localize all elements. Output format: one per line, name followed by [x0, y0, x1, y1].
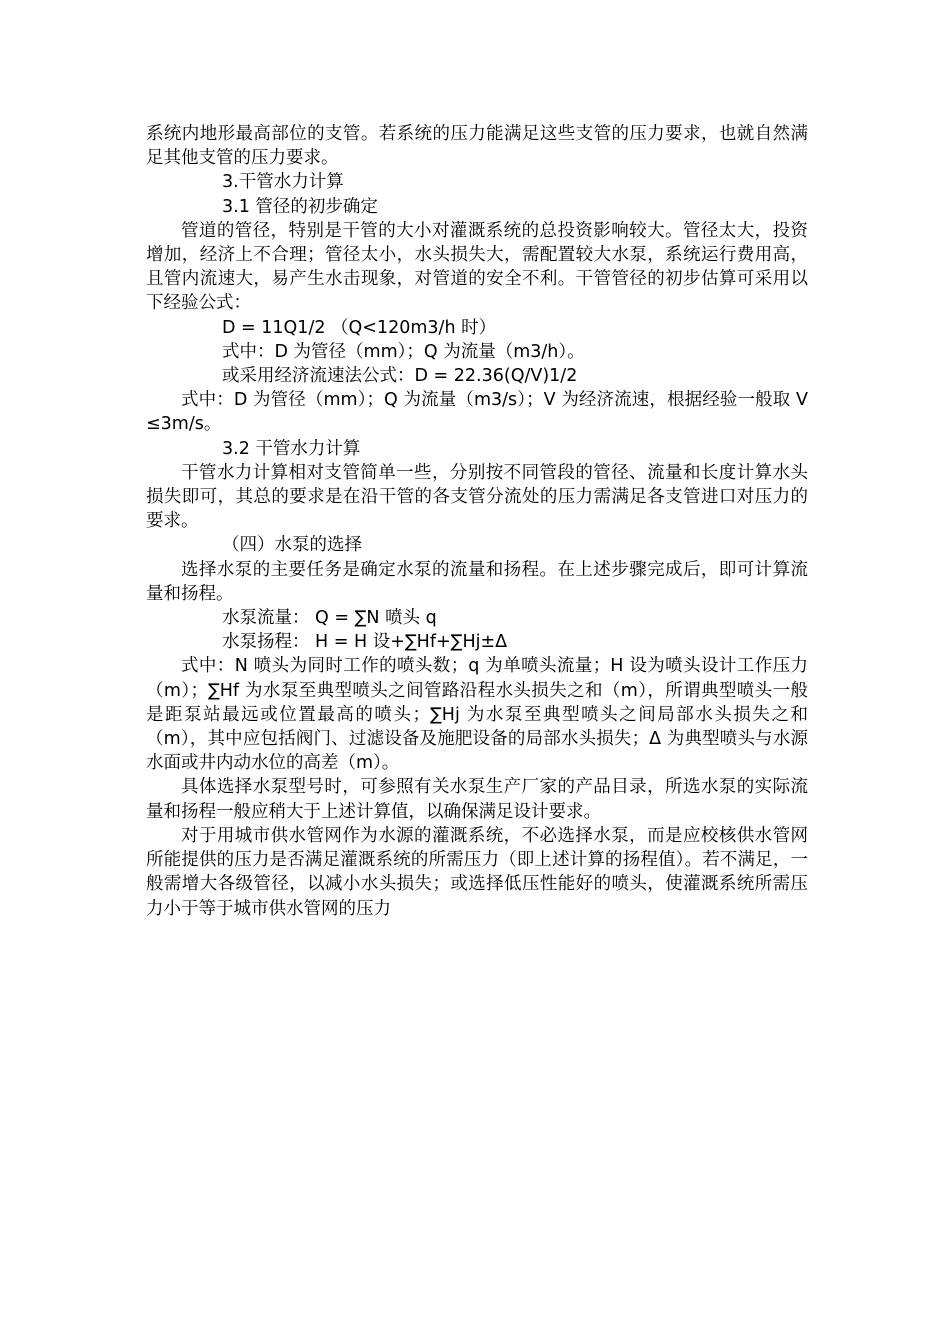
- paragraph-city-water-supply: 对于用城市供水管网作为水源的灌溉系统，不必选择水泵，而是应校核供水管网所能提供的压力是否满足灌溉系统的所需压力（即上述计算的扬程值）。若不满足，一般需增大各级管径，以减小水头损失；或选择低压性能好的喷头，使灌溉系统所需压力小于等于城市供水管网的压力: [146, 825, 808, 919]
- formula-economic-velocity: 或采用经济流速法公式：D = 22.36(Q/V)1/2: [222, 366, 578, 387]
- paragraph-pump-task: 选择水泵的主要任务是确定水泵的流量和扬程。在上述步骤完成后，即可计算流量和扬程。: [146, 559, 808, 604]
- paragraph-main-pipe-calc: 干管水力计算相对支管简单一些，分别按不同管段的管径、流量和长度计算水头损失即可，其总的要求是在沿干管的各支管分流处的压力需满足各支管进口对压力的要求。: [146, 462, 808, 532]
- formula-pump-flow: 水泵流量： Q = ∑N 喷头 q: [222, 608, 437, 629]
- heading-pipe-diameter-initial: 3.1 管径的初步确定: [222, 196, 378, 217]
- paragraph-pipe-diameter: 管道的管径，特别是干管的大小对灌溉系统的总投资影响较大。管径太大，投资增加，经济上不合理；管径太小，水头损失大，需配置较大水泵，系统运行费用高，且管内流速大，易产生水击现象，对管道的安全不利。干管管径的初步估算可采用以下经验公式：: [146, 220, 808, 314]
- paragraph-pump-legend: 式中：N 喷头为同时工作的喷头数；q 为单喷头流量；H 设为喷头设计工作压力（m）；∑Hf 为水泵至典型喷头之间管路沿程水头损失之和（m），所谓典型喷头一般是距泵站最远或位置最高的喷头；∑Hj 为水泵至典型喷头之间局部水头损失之和（m），其中应包括阀门、过滤设备及施肥设备的局部水头损失；Δ 为典型喷头与水源水面或井内动水位的高差（m）。: [146, 656, 808, 774]
- heading-main-pipe-calc: 3.2 干管水力计算: [222, 438, 361, 459]
- formula-pump-head: 水泵扬程： H = H 设+∑Hf+∑Hj±Δ: [222, 632, 508, 653]
- formula-empirical-legend: 式中：D 为管径（mm）；Q 为流量（m3/h）。: [222, 341, 585, 362]
- document-body: [146, 122, 808, 921]
- formula-economic-legend: 式中：D 为管径（mm）；Q 为流量（m3/s）；V 为经济流速，根据经验一般取 V≤3m/s。: [146, 390, 808, 435]
- formula-empirical-diameter: D = 11Q1/2 （Q<120m3/h 时）: [222, 317, 497, 338]
- paragraph-pump-model: 具体选择水泵型号时，可参照有关水泵生产厂家的产品目录，所选水泵的实际流量和扬程一般应稍大于上述计算值，以确保满足设计要求。: [146, 777, 808, 822]
- heading-pump-selection: （四）水泵的选择: [222, 535, 362, 556]
- paragraph-branch-pipe-pressure: 系统内地形最高部位的支管。若系统的压力能满足这些支管的压力要求，也就自然满足其他支管的压力要求。: [146, 124, 808, 169]
- heading-main-pipe-hydraulics: 3.干管水力计算: [222, 172, 344, 193]
